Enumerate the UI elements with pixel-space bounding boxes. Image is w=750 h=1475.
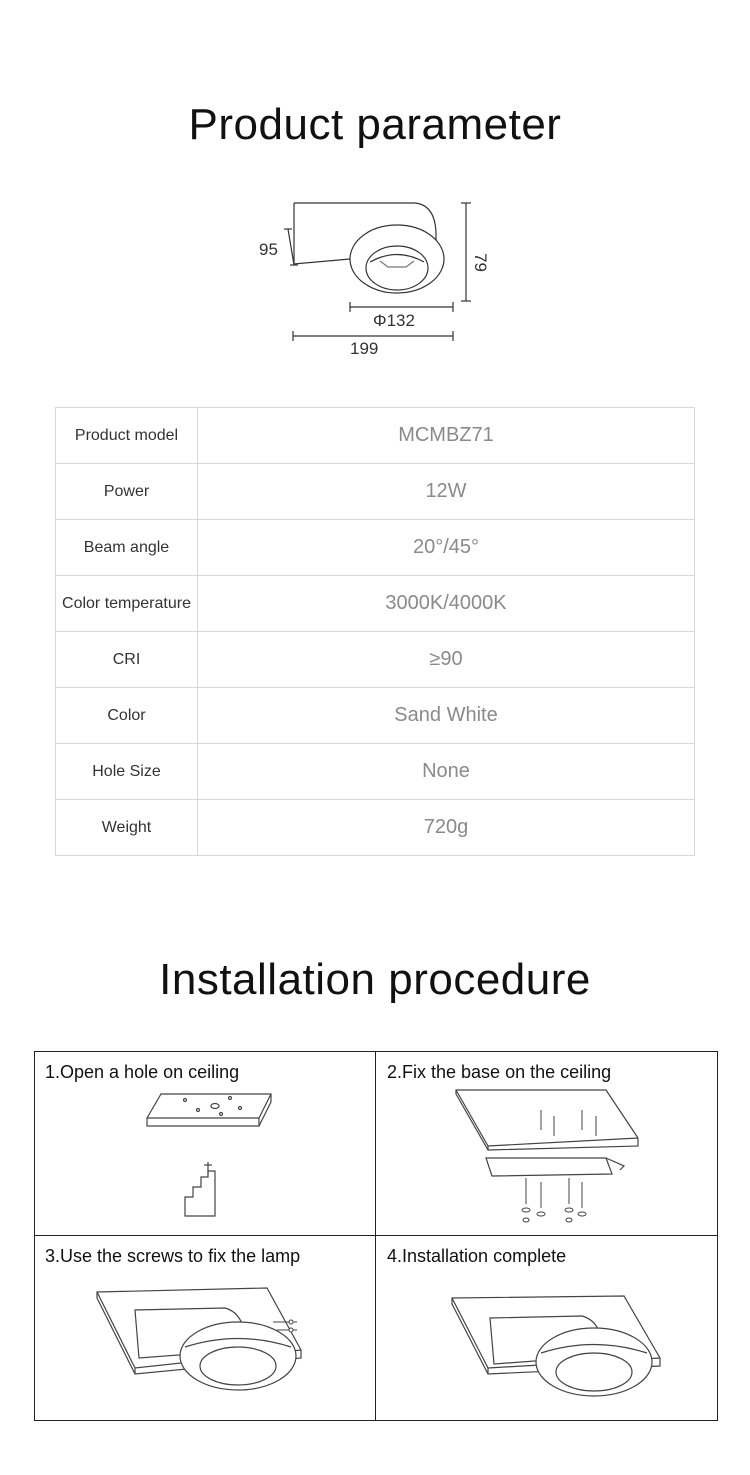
step-1-label: 1.Open a hole on ceiling: [45, 1062, 240, 1082]
height-dimension: 79: [471, 253, 490, 272]
length-dimension: 199: [350, 339, 379, 358]
parameter-value: Sand White: [198, 688, 695, 744]
parameter-row: [56, 576, 695, 632]
installation-complete-illustration: [376, 1270, 716, 1418]
parameter-label: Weight: [56, 800, 198, 856]
step-3-panel: [35, 1236, 376, 1420]
ceiling-hole-illustration: [35, 1086, 375, 1234]
parameter-label: Color temperature: [56, 576, 198, 632]
parameter-value: ≥90: [198, 632, 695, 688]
parameter-row: [56, 632, 695, 688]
parameter-table: [55, 407, 695, 856]
parameter-value: MCMBZ71: [198, 408, 695, 464]
parameter-label: Power: [56, 464, 198, 520]
step-1-panel: [35, 1052, 376, 1236]
step-3-label: 3.Use the screws to fix the lamp: [45, 1246, 301, 1266]
parameter-row: [56, 800, 695, 856]
parameter-label: Color: [56, 688, 198, 744]
parameter-label: CRI: [56, 632, 198, 688]
fix-base-illustration: [376, 1086, 716, 1234]
parameter-value: 20°/45°: [198, 520, 695, 576]
parameter-row: [56, 744, 695, 800]
parameter-row: [56, 520, 695, 576]
step-4-panel: [376, 1236, 717, 1420]
parameter-label: Hole Size: [56, 744, 198, 800]
step-2-panel: [376, 1052, 717, 1236]
installation-procedure-title: Installation procedure: [159, 955, 591, 1004]
parameter-row: [56, 464, 695, 520]
parameter-value: 720g: [198, 800, 695, 856]
lamp-dimension-drawing: [250, 195, 500, 365]
screw-lamp-illustration: [35, 1270, 375, 1418]
diameter-dimension: Φ132: [373, 311, 415, 330]
parameter-row: [56, 408, 695, 464]
parameter-value: None: [198, 744, 695, 800]
installation-steps-grid: [34, 1051, 718, 1421]
step-4-label: 4.Installation complete: [387, 1246, 567, 1266]
parameter-value: 3000K/4000K: [198, 576, 695, 632]
parameter-value: 12W: [198, 464, 695, 520]
product-parameter-title: Product parameter: [188, 100, 562, 149]
depth-dimension: 95: [259, 240, 278, 259]
parameter-label: Beam angle: [56, 520, 198, 576]
parameter-label: Product model: [56, 408, 198, 464]
step-2-label: 2.Fix the base on the ceiling: [387, 1062, 612, 1082]
parameter-row: [56, 688, 695, 744]
